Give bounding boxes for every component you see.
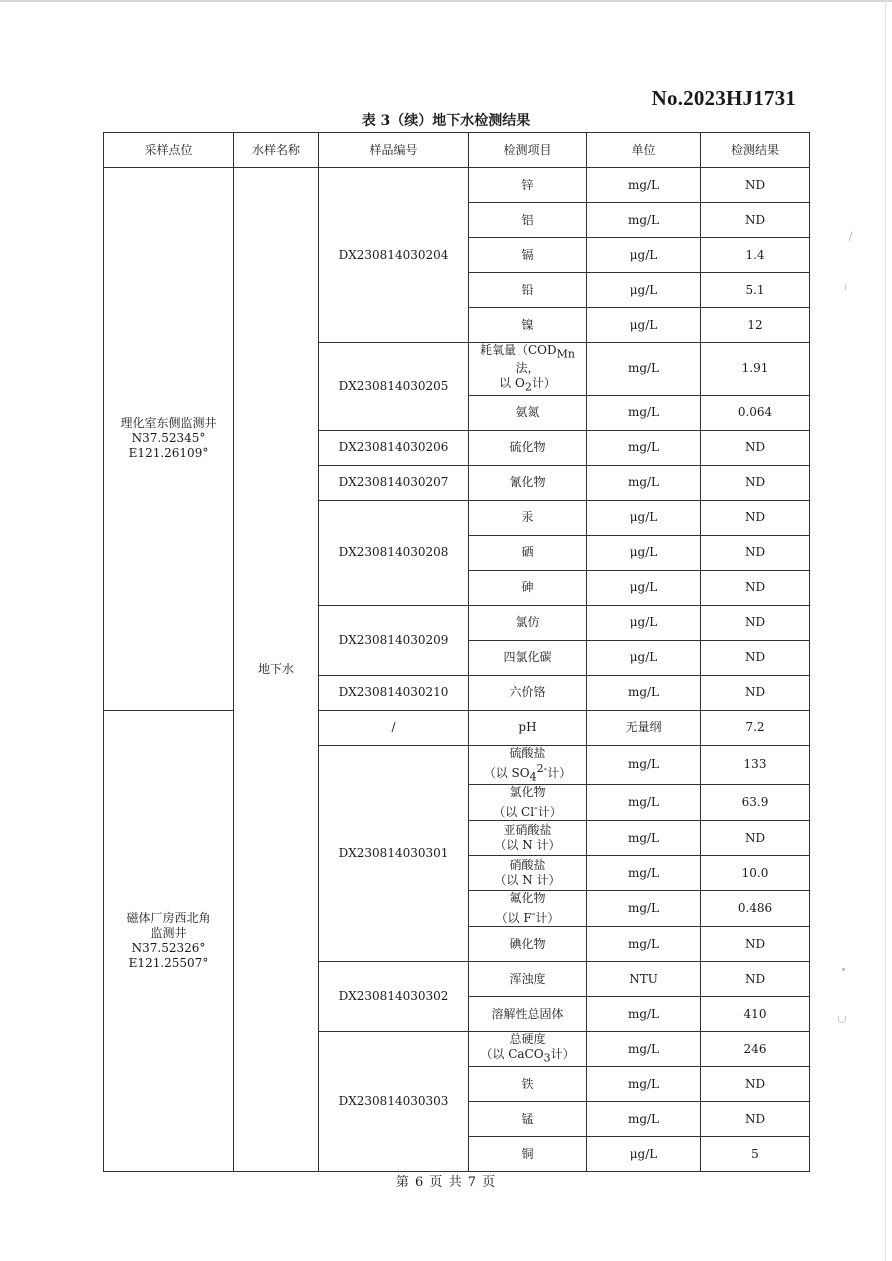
unit: NTU (587, 962, 701, 997)
table-row (104, 168, 810, 203)
site-cell (104, 710, 234, 1171)
test-item: pH (469, 710, 587, 745)
result: 5.1 (701, 273, 810, 308)
test-item: 耗氧量（$COD_{Mn}$法， 以 $O_2$计） (469, 343, 587, 396)
table-title: 表 3（续）地下水检测结果 (361, 113, 531, 129)
test-item: 四氯化碳 (469, 640, 587, 675)
unit: μg/L (587, 535, 701, 570)
unit: mg/L (587, 203, 701, 238)
sample-id-cell: DX230814030207 (319, 465, 469, 500)
table-row (104, 710, 810, 745)
groundwater-results-table (103, 132, 810, 1172)
footer-suffix: 页 (482, 1175, 497, 1190)
test-item: 铝 (469, 203, 587, 238)
result: 0.486 (701, 891, 810, 927)
unit: mg/L (587, 430, 701, 465)
result: 410 (701, 997, 810, 1032)
total-pages: 7 (467, 1175, 477, 1190)
unit: mg/L (587, 168, 701, 203)
result: ND (701, 605, 810, 640)
unit: mg/L (587, 1032, 701, 1067)
test-item: 硝酸盐 （以 N 计） (469, 856, 587, 891)
header-result: 检测结果 (701, 133, 810, 168)
unit: μg/L (587, 1137, 701, 1172)
unit: μg/L (587, 273, 701, 308)
header-unit: 单位 (587, 133, 701, 168)
unit: mg/L (587, 997, 701, 1032)
unit: mg/L (587, 745, 701, 784)
scan-mark (842, 968, 845, 971)
test-item: 氯仿 (469, 605, 587, 640)
table-header-row (104, 133, 810, 168)
result: ND (701, 821, 810, 856)
result: ND (701, 203, 810, 238)
current-page: 6 (414, 1175, 425, 1190)
result: ND (701, 1102, 810, 1137)
result: ND (701, 535, 810, 570)
result: 7.2 (701, 710, 810, 745)
test-item: 六价铬 (469, 675, 587, 710)
test-item: 锰 (469, 1102, 587, 1137)
unit: μg/L (587, 238, 701, 273)
result: ND (701, 465, 810, 500)
unit: 无量纲 (587, 710, 701, 745)
footer-total-word: 共 (448, 1175, 463, 1190)
result: ND (701, 500, 810, 535)
unit: mg/L (587, 821, 701, 856)
sample-id-cell: DX230814030206 (319, 430, 469, 465)
test-item: 汞 (469, 500, 587, 535)
sample-id-cell: DX230814030205 (319, 343, 469, 431)
site-name: 磁体厂房西北角 (126, 910, 211, 925)
result: 10.0 (701, 856, 810, 891)
scan-mark (845, 284, 849, 290)
test-item: 总硬度 （以 CaCO$_3$计） (469, 1032, 587, 1067)
scan-mark (838, 1016, 846, 1023)
test-item: 铜 (469, 1137, 587, 1172)
test-item: 亚硝酸盐 （以 N 计） (469, 821, 587, 856)
site-name: 监测井 (150, 925, 187, 940)
result: ND (701, 570, 810, 605)
test-item: 硫酸盐 （以 $SO_4^{2-}$计） (469, 745, 587, 784)
unit: mg/L (587, 1102, 701, 1137)
result: 5 (701, 1137, 810, 1172)
test-item: 镉 (469, 238, 587, 273)
unit: μg/L (587, 605, 701, 640)
test-item: 铁 (469, 1067, 587, 1102)
result: ND (701, 430, 810, 465)
unit: μg/L (587, 500, 701, 535)
test-item: 镍 (469, 308, 587, 343)
footer-prefix: 第 (395, 1175, 410, 1190)
water-type-cell: 地下水 (234, 168, 319, 1172)
site-lat: N37.52326° (131, 940, 206, 955)
test-item: 铅 (469, 273, 587, 308)
result: ND (701, 962, 810, 997)
sample-id-cell: DX230814030302 (319, 962, 469, 1032)
result: ND (701, 1067, 810, 1102)
test-item: 砷 (469, 570, 587, 605)
site-lat: N37.52345° (131, 431, 206, 446)
unit: mg/L (587, 856, 701, 891)
unit: mg/L (587, 1067, 701, 1102)
sample-id-cell: / (319, 710, 469, 745)
result: ND (701, 168, 810, 203)
unit: mg/L (587, 927, 701, 962)
result: ND (701, 675, 810, 710)
sample-id-cell: DX230814030208 (319, 500, 469, 605)
site-lon: E121.25507° (128, 955, 209, 970)
sample-id-cell: DX230814030301 (319, 745, 469, 961)
result: 1.4 (701, 238, 810, 273)
unit: mg/L (587, 785, 701, 821)
sample-id-cell: DX230814030210 (319, 675, 469, 710)
site-lon: E121.26109° (128, 446, 209, 461)
unit: mg/L (587, 675, 701, 710)
page-top-edge (0, 0, 892, 2)
site-cell (104, 168, 234, 711)
site-name: 理化室东侧监测井 (120, 416, 217, 431)
header-water-type: 水样名称 (234, 133, 319, 168)
header-test-item: 检测项目 (469, 133, 587, 168)
header-sample-id: 样品编号 (319, 133, 469, 168)
sample-id-cell: DX230814030303 (319, 1032, 469, 1172)
test-item: 硒 (469, 535, 587, 570)
unit: μg/L (587, 640, 701, 675)
test-item: 氯化物 （以 Cl-计） (469, 785, 587, 821)
result: 1.91 (701, 343, 810, 396)
test-item: 氰化物 (469, 465, 587, 500)
test-item: 硫化物 (469, 430, 587, 465)
report-number: No.2023HJ1731 (651, 86, 796, 110)
page-footer (0, 1171, 892, 1190)
result: ND (701, 927, 810, 962)
scan-mark (849, 231, 857, 242)
unit: mg/L (587, 891, 701, 927)
result: 133 (701, 745, 810, 784)
unit: mg/L (587, 465, 701, 500)
test-item: 氨氮 (469, 395, 587, 430)
result: 12 (701, 308, 810, 343)
test-item: 浑浊度 (469, 962, 587, 997)
result: 246 (701, 1032, 810, 1067)
test-item: 溶解性总固体 (469, 997, 587, 1032)
footer-page-word: 页 (429, 1175, 444, 1190)
header-site: 采样点位 (104, 133, 234, 168)
test-item: 碘化物 (469, 927, 587, 962)
unit: mg/L (587, 343, 701, 396)
test-item: 锌 (469, 168, 587, 203)
test-item: 氟化物 （以 F-计） (469, 891, 587, 927)
unit: μg/L (587, 308, 701, 343)
page-right-edge (885, 0, 886, 1261)
unit: mg/L (587, 395, 701, 430)
result: 63.9 (701, 785, 810, 821)
result: 0.064 (701, 395, 810, 430)
unit: μg/L (587, 570, 701, 605)
result: ND (701, 640, 810, 675)
sample-id-cell: DX230814030204 (319, 168, 469, 343)
sample-id-cell: DX230814030209 (319, 605, 469, 675)
